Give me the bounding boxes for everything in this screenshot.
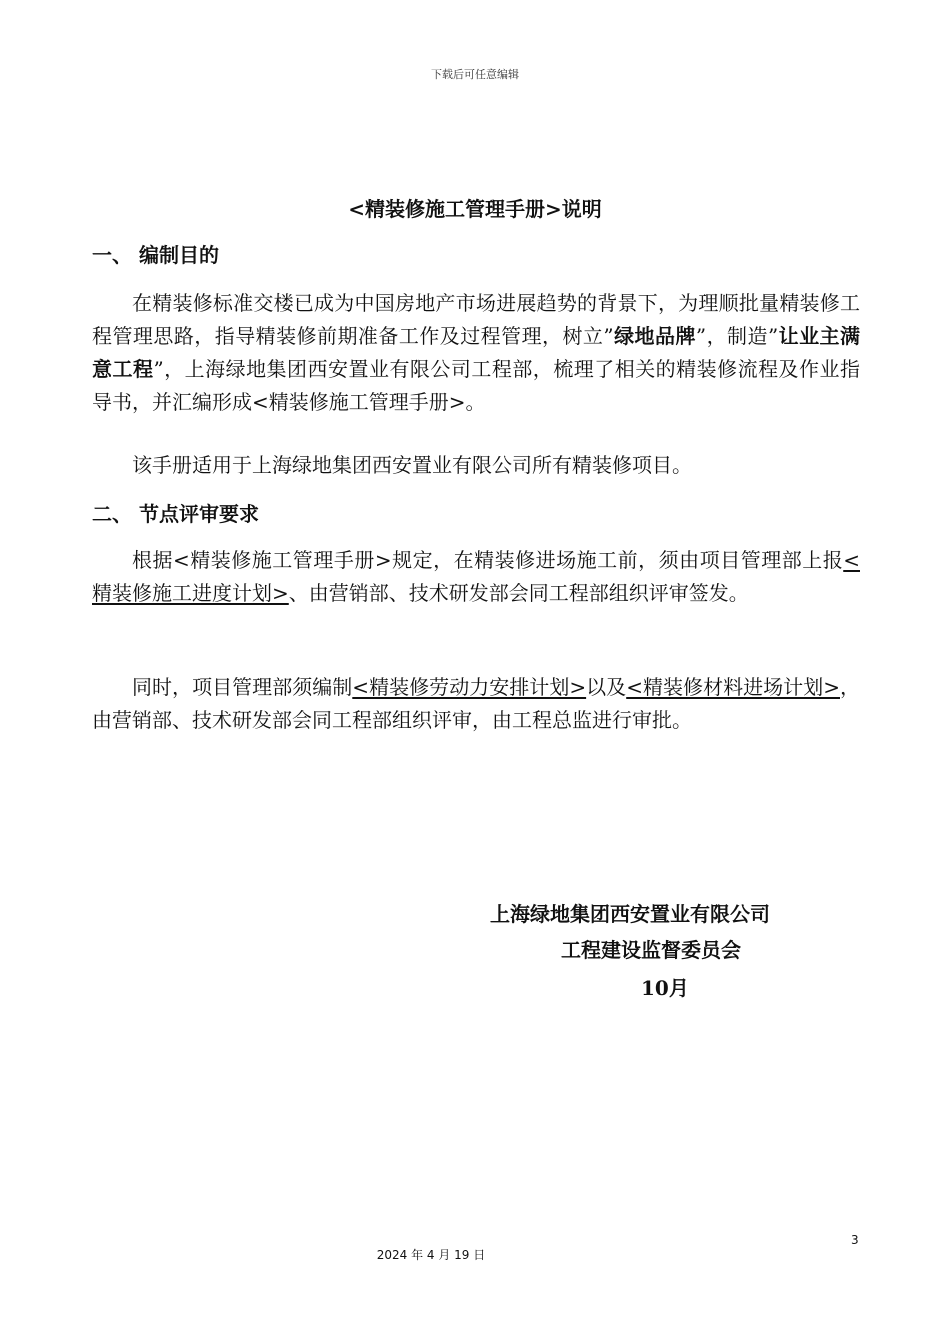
material-plan-link: <精装修材料进场计划>: [626, 675, 840, 699]
paragraph-text: 以及: [586, 675, 627, 699]
purpose-paragraph-2: 该手册适用于上海绿地集团西安置业有限公司所有精装修项目。: [132, 453, 692, 477]
section-heading-review: 二、 节点评审要求: [92, 502, 259, 526]
page-number: 3: [851, 1233, 859, 1247]
review-paragraph-1: [92, 544, 860, 610]
emphasis-project: 让业主满意工程: [92, 324, 861, 381]
document-title: <精装修施工管理手册>说明: [348, 197, 602, 221]
page-footer-date: 2024 年 4 月 19 日: [376, 1248, 486, 1262]
labor-plan-link: <精装修劳动力安排计划>: [352, 675, 587, 699]
section-heading-purpose: 一、 编制目的: [92, 243, 219, 267]
emphasis-brand: 绿地品牌: [613, 324, 696, 348]
signature-date: 10月: [641, 976, 689, 1000]
schedule-plan-link: <精装修施工进度计划>: [92, 548, 860, 605]
paragraph-text: 、由营销部、技术研发部会同工程部组织评审签发。: [288, 581, 749, 605]
paragraph-text: ，由营销部、技术研发部会同工程部组织评审，由工程总监进行审批。: [92, 675, 861, 732]
paragraph-text: 根据<精装修施工管理手册>规定，在精装修进场施工前，须由项目管理部上报: [132, 548, 844, 572]
paragraph-text: ”，上海绿地集团西安置业有限公司工程部，梳理了相关的精装修流程及作业指导书，并汇编形成<精装修施工管理手册>。: [92, 357, 861, 414]
paragraph-text: 同时，项目管理部须编制: [132, 675, 353, 699]
paragraph-text: 在精装修标准交楼已成为中国房地产市场进展趋势的背景下，为理顺批量精装修工程管理思路，指导精装修前期准备工作及过程管理，树立”: [92, 291, 860, 348]
signature-company: 上海绿地集团西安置业有限公司: [490, 902, 770, 926]
review-paragraph-2: [92, 671, 860, 737]
signature-committee: 工程建设监督委员会: [561, 938, 741, 962]
page-header: 下载后可任意编辑: [431, 68, 519, 81]
paragraph-text: ”，制造”: [695, 324, 779, 348]
purpose-paragraph-1: [92, 287, 860, 419]
